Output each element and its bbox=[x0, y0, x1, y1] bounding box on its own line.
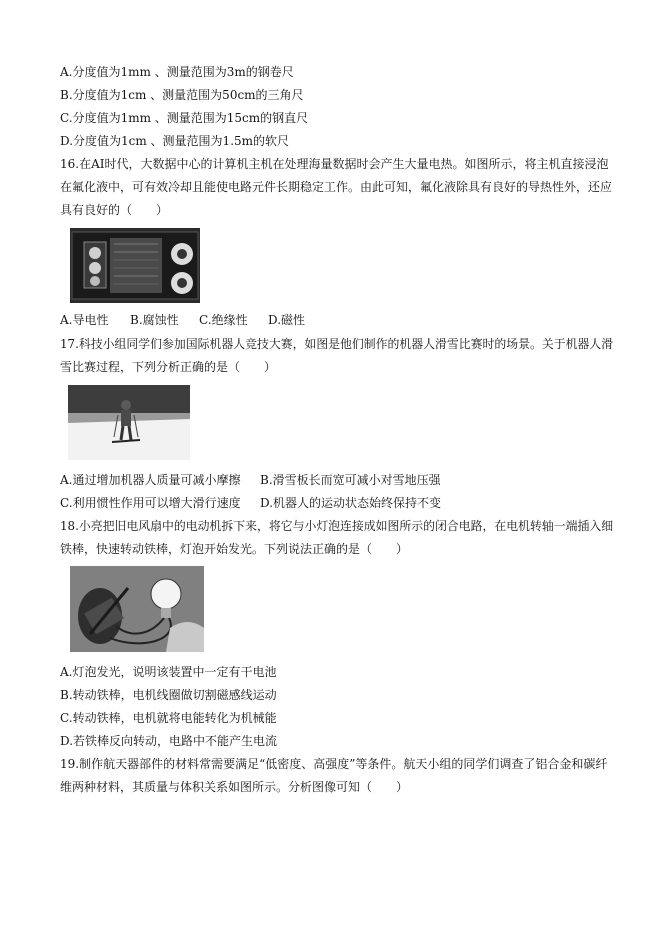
q15-option-d: D.分度值为1cm 、测量范围为1.5m的软尺 bbox=[60, 134, 290, 148]
q17-stem-line-2: 雪比赛过程，下列分析正确的是（ ） bbox=[60, 360, 277, 374]
q18-option-c: C.转动铁棒，电机就将电能转化为机械能 bbox=[60, 711, 277, 725]
q17-robot-skiing-figure bbox=[68, 385, 190, 460]
server-photo-illustration bbox=[70, 228, 200, 303]
q19-stem-line-2: 维两种材料，其质量与体积关系如图所示。分析图像可知（ ） bbox=[60, 780, 409, 794]
q16-option-a: A.导电性 bbox=[60, 313, 109, 327]
q16-option-c: C.绝缘性 bbox=[199, 313, 248, 327]
q19-stem-line-1: 19.制作航天器部件的材料常需要满足“低密度、高强度”等条件。航天小组的同学们调查了铝合金和碳纤 bbox=[60, 757, 608, 771]
q17-option-b: B.滑雪板长而宽可减小对雪地压强 bbox=[260, 473, 441, 487]
q17-options-row-1 bbox=[60, 472, 441, 488]
q17-stem-line-1: 17.科技小组同学们参加国际机器人竞技大赛，如图是他们制作的机器人滑雪比赛时的场景。关于机器人滑 bbox=[60, 337, 614, 351]
q16-option-d: D.磁性 bbox=[268, 313, 306, 327]
q17-option-a: A.通过增加机器人质量可减小摩擦 bbox=[60, 473, 241, 487]
q18-option-b: B.转动铁棒，电机线圈做切割磁感线运动 bbox=[60, 688, 277, 702]
q16-stem-line-2: 在氟化液中，可有效冷却且能使电路元件长期稳定工作。由此可知，氟化液除具有良好的导热性外，还应 bbox=[60, 180, 613, 194]
q16-options bbox=[60, 312, 305, 328]
q18-option-d: D.若铁棒反向转动，电路中不能产生电流 bbox=[60, 734, 278, 748]
q18-option-a: A.灯泡发光，说明该装置中一定有干电池 bbox=[60, 665, 277, 679]
q18-stem-line-1: 18.小亮把旧电风扇中的电动机拆下来，将它与小灯泡连接成如图所示的闭合电路，在电机转轴一端插入细 bbox=[60, 519, 614, 533]
q15-option-b: B.分度值为1cm 、测量范围为50cm的三角尺 bbox=[60, 88, 304, 102]
q16-option-b: B.腐蚀性 bbox=[130, 313, 179, 327]
q18-stem-line-2: 铁棒，快速转动铁棒，灯泡开始发光。下列说法正确的是（ ） bbox=[60, 542, 409, 556]
q17-options-row-2 bbox=[60, 495, 441, 511]
q16-stem-line-1: 16.在AI时代，大数据中心的计算机主机在处理海量数据时会产生大量电热。如图所示，将主机直接浸泡 bbox=[60, 157, 609, 171]
motor-lamp-illustration bbox=[70, 566, 204, 652]
q16-server-immersion-figure bbox=[70, 228, 200, 303]
robot-skiing-illustration bbox=[68, 385, 190, 460]
q18-motor-lamp-figure bbox=[70, 566, 204, 652]
q17-option-c: C.利用惯性作用可以增大滑行速度 bbox=[60, 496, 241, 510]
q16-stem-line-3: 具有良好的（ ） bbox=[60, 203, 169, 217]
q17-option-d: D.机器人的运动状态始终保持不变 bbox=[260, 496, 442, 510]
q15-option-a: A.分度值为1mm 、测量范围为3m的钢卷尺 bbox=[60, 65, 294, 79]
q15-option-c: C.分度值为1mm 、测量范围为15cm的钢直尺 bbox=[60, 111, 309, 125]
